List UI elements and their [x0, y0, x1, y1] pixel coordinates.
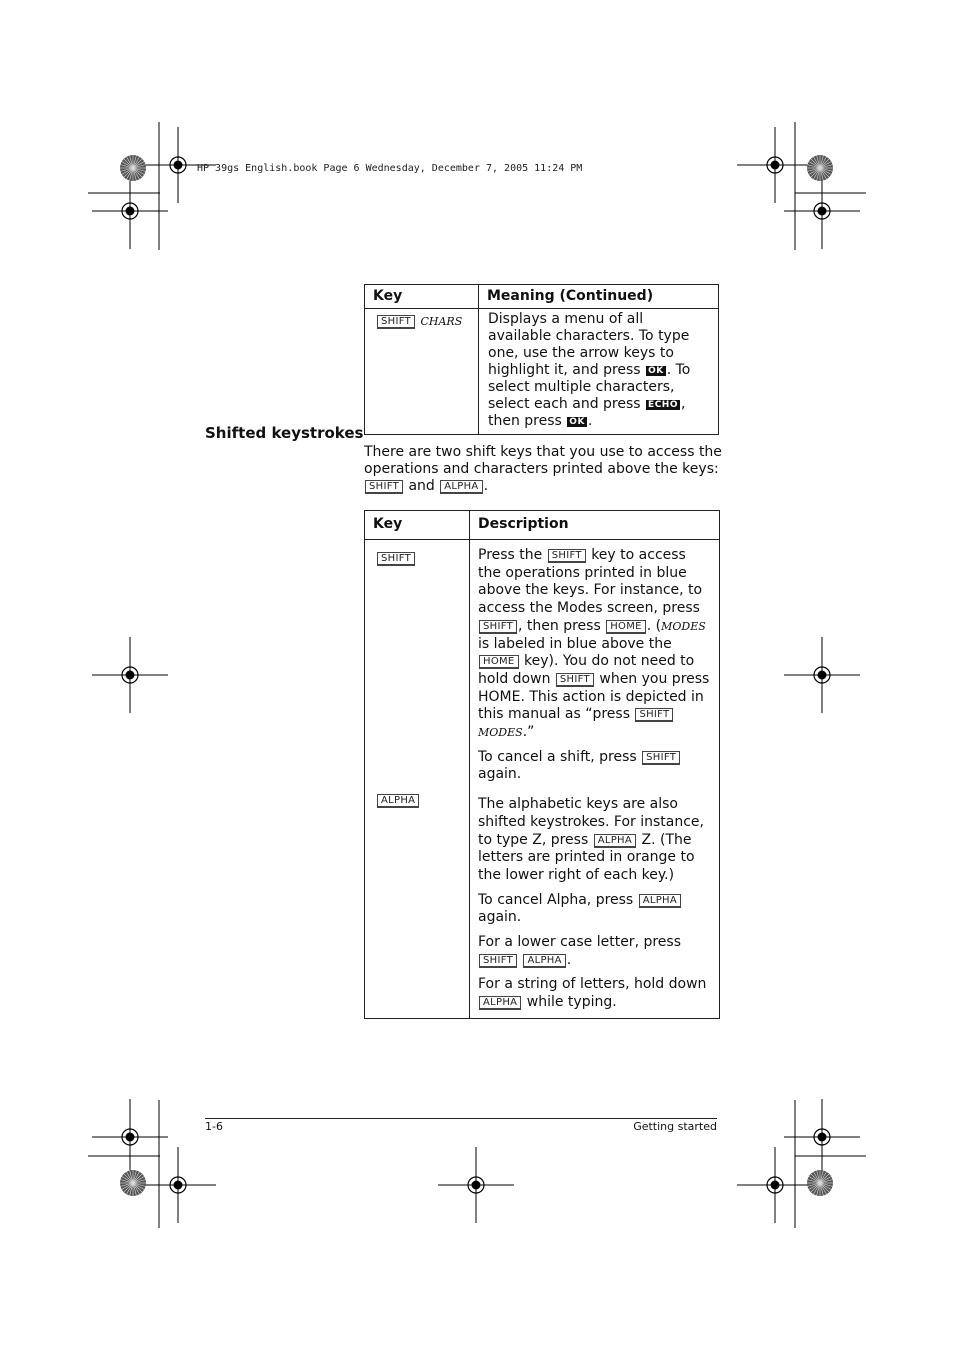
- color-rosette-icon: [120, 155, 146, 181]
- shift-key-label: SHIFT: [548, 549, 586, 563]
- alpha-paragraph-4: For a string of letters, hold down ALPHA while typing.: [478, 976, 707, 1011]
- alpha-key-label: ALPHA: [377, 794, 419, 808]
- table-meaning-continued: [364, 284, 719, 435]
- table-row: [365, 540, 720, 1019]
- footer-rule: [205, 1118, 717, 1119]
- shift-key-label: SHIFT: [556, 673, 594, 687]
- home-key-label: HOME: [479, 655, 519, 669]
- alpha-key-label: ALPHA: [639, 894, 681, 908]
- print-slug-line: HP 39gs English.book Page 6 Wednesday, December 7, 2005 11:24 PM: [197, 163, 583, 174]
- ok-softkey-icon: OK: [648, 366, 664, 376]
- alpha-key-label: ALPHA: [440, 480, 482, 494]
- section-heading: Shifted keystrokes: [205, 424, 364, 442]
- shift-key-label: SHIFT: [642, 751, 680, 765]
- chars-label: CHARS: [420, 315, 463, 328]
- chars-description: Displays a menu of all available characters. To type one, use the arrow keys to highlight it, and press OK . To select multiple characters, select each and press ECHO , then press OK .: [479, 309, 719, 435]
- color-rosette-icon: [120, 1170, 146, 1196]
- crosshair-mark-icon: [737, 127, 813, 203]
- home-key-label: HOME: [606, 620, 646, 634]
- ok-softkey-icon: OK: [569, 417, 585, 427]
- modes-label: MODES: [478, 726, 523, 740]
- crosshair-mark-icon: [140, 1147, 216, 1223]
- alpha-key-label: ALPHA: [594, 834, 636, 848]
- alpha-key-label: ALPHA: [479, 996, 521, 1010]
- table-row: [365, 309, 719, 435]
- shift-key-label: SHIFT: [479, 620, 517, 634]
- color-rosette-icon: [807, 155, 833, 181]
- echo-softkey-icon: ECHO: [648, 400, 678, 410]
- column-header-description: Description: [470, 511, 720, 540]
- crosshair-mark-icon: [92, 173, 168, 249]
- shift-key-label: SHIFT: [479, 954, 517, 968]
- alpha-paragraph-3: For a lower case letter, press SHIFT ALPHA .: [478, 934, 681, 968]
- alpha-paragraph-1: The alphabetic keys are also shifted keystrokes. For instance, to type Z, press ALPHA Z. (The letters are printed in orange to the lower right of each key.): [478, 796, 704, 883]
- alpha-paragraph-2: To cancel Alpha, press ALPHA again.: [478, 892, 711, 927]
- crosshair-mark-icon: [784, 637, 860, 713]
- column-header-meaning: Meaning (Continued): [479, 285, 719, 309]
- color-rosette-icon: [807, 1170, 833, 1196]
- crosshair-mark-icon: [92, 637, 168, 713]
- column-header-key: Key: [365, 511, 470, 540]
- shift-key-label: SHIFT: [365, 480, 403, 494]
- chapter-name: Getting started: [633, 1120, 717, 1133]
- page-number: 1-6: [205, 1120, 223, 1133]
- crosshair-mark-icon: [92, 1099, 168, 1175]
- intro-paragraph: There are two shift keys that you use to access the operations and characters printed above the keys: SHIFT and ALPHA .: [364, 444, 722, 494]
- shift-paragraph-2: To cancel a shift, press SHIFT again.: [478, 749, 711, 784]
- crosshair-mark-icon: [737, 1147, 813, 1223]
- shift-key-label: SHIFT: [635, 708, 673, 722]
- table-shift-keys: [364, 510, 720, 1019]
- shift-key-label: SHIFT: [377, 315, 415, 329]
- shift-paragraph-1: Press the SHIFT key to access the operations printed in blue above the keys. For instance, to access the Modes screen, press SHIFT , then press HOME . (MODES is labeled in blue above the HOME key). You do not need to hold down SHIFT when you press HOME. This action is depicted in this manual as “press SHIFT MODES.”: [478, 547, 710, 741]
- modes-label: MODES: [661, 619, 706, 633]
- alpha-key-label: ALPHA: [523, 954, 565, 968]
- column-header-key: Key: [365, 285, 479, 309]
- crosshair-mark-icon: [438, 1147, 514, 1223]
- description-cell: [470, 540, 720, 1019]
- shift-key-label: SHIFT: [377, 552, 415, 566]
